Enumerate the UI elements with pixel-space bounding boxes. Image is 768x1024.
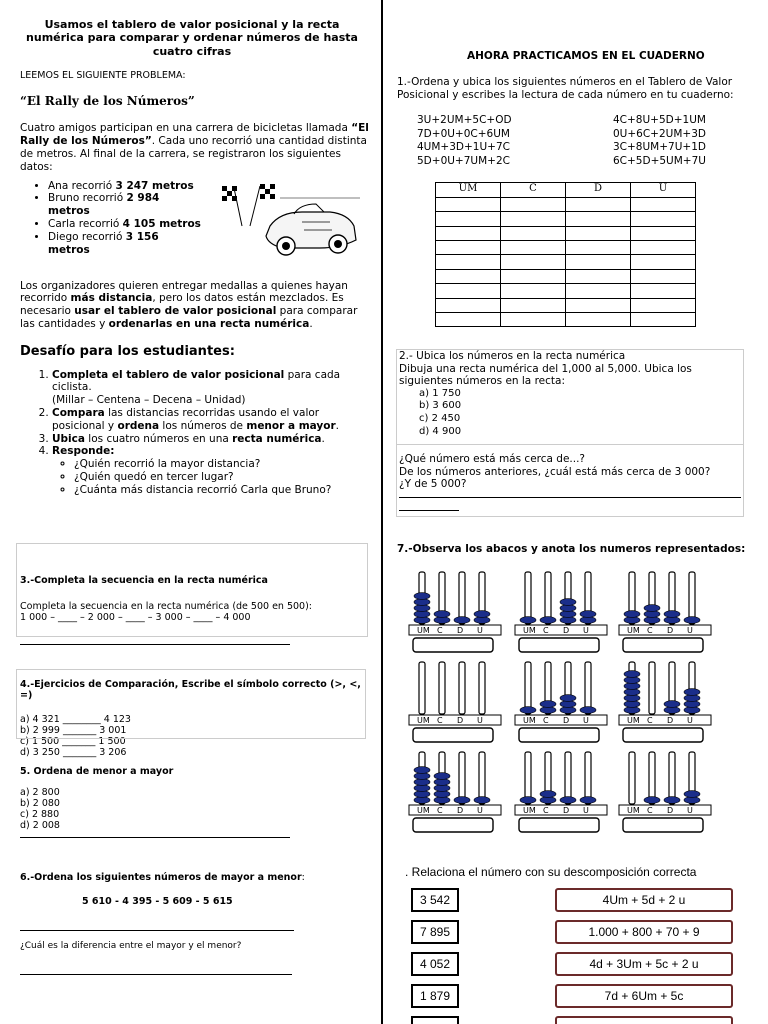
number-box[interactable]: 4 052 — [411, 952, 459, 976]
abacus-bead — [624, 671, 640, 678]
abacus-bead — [664, 701, 680, 708]
abacus-bead — [540, 701, 556, 708]
abacus-bead — [644, 797, 660, 804]
table-cell[interactable] — [436, 284, 501, 298]
exercise-6-title: 6.-Ordena los siguientes números de mayor a menor: — [20, 872, 305, 884]
abacus — [515, 752, 607, 832]
list-item: a) 1 750 — [419, 387, 461, 399]
abacus-label: U — [583, 626, 589, 635]
abacus-rod — [479, 752, 485, 804]
table-header: UM — [436, 183, 501, 197]
abacus-label: U — [687, 806, 693, 815]
table-cell[interactable] — [436, 212, 501, 226]
abacus-answer-box[interactable] — [519, 728, 599, 742]
abacus-bead — [540, 617, 556, 624]
list-item: • Bruno recorrió 2 984 metros — [48, 192, 204, 218]
abacus-rod — [459, 752, 465, 804]
list-item: a) 2 800 — [20, 787, 60, 799]
abacus-rod — [479, 662, 485, 714]
abacus-rod — [585, 662, 591, 714]
table-cell[interactable] — [501, 298, 566, 312]
left-top-panel — [14, 18, 370, 497]
abacus-label: C — [437, 716, 443, 725]
exercise-4-box — [16, 669, 366, 739]
table-cell[interactable] — [631, 255, 696, 269]
abacus-bead — [560, 797, 576, 804]
table-cell[interactable] — [631, 240, 696, 254]
table-cell[interactable] — [631, 284, 696, 298]
abacus-bead — [664, 797, 680, 804]
abacus-label: C — [543, 716, 549, 725]
table-cell[interactable] — [566, 312, 631, 326]
abacus-bead — [684, 791, 700, 798]
abacus — [619, 662, 711, 742]
list-item: 3C+8UM+7U+1D — [613, 141, 706, 154]
list-item: 3. Ubica los cuatro números en una recta numérica. — [52, 433, 370, 446]
list-item: ◦ ¿Cuánta más distancia recorrió Carla que Bruno? — [74, 484, 370, 497]
table-cell[interactable] — [501, 212, 566, 226]
abacus-answer-box[interactable] — [519, 638, 599, 652]
practice-title: AHORA PRACTICAMOS EN EL CUADERNO — [467, 50, 705, 62]
table-cell[interactable] — [566, 255, 631, 269]
abacus-label: U — [477, 626, 483, 635]
list-item: 0U+6C+2UM+3D — [613, 127, 706, 140]
abacus-label: U — [477, 716, 483, 725]
racers-list — [14, 180, 204, 257]
abacus-label: D — [667, 806, 674, 815]
number-box[interactable]: 1 879 — [411, 984, 459, 1008]
table-cell[interactable] — [566, 240, 631, 254]
exercise-6-numbers: 5 610 - 4 395 - 5 609 - 5 615 — [82, 896, 233, 908]
table-cell[interactable] — [566, 226, 631, 240]
list-item: c) 2 450 — [419, 412, 461, 424]
list-item: 5D+0U+7UM+2C — [417, 154, 510, 167]
abacus-answer-box[interactable] — [623, 728, 703, 742]
number-box[interactable]: 7 895 — [411, 920, 459, 944]
abacus-bead — [520, 617, 536, 624]
abacus-label: D — [457, 806, 464, 815]
abacus-label: D — [457, 626, 464, 635]
abacus-rod — [649, 752, 655, 804]
abacus-answer-box[interactable] — [413, 818, 493, 832]
left-bottom-panel — [20, 575, 368, 975]
abacus-label: C — [647, 716, 653, 725]
table-header: D — [566, 183, 631, 197]
abacus-label: D — [563, 806, 570, 815]
organizers-paragraph: Los organizadores quieren entregar medallas a quienes hayan recorrido más distancia, pero los datos están mezclados. Es necesario usar el tablero de valor posicional para comparar las cantidades y ordenarlas en una recta numérica. — [20, 279, 358, 330]
abacus-bead — [664, 611, 680, 618]
challenge-steps — [14, 369, 370, 497]
list-item: c) 1 500 _______ 1 500 — [20, 735, 126, 747]
abacus-label: UM — [523, 806, 536, 815]
abacus-bead — [414, 593, 430, 600]
list-item: 1. Completa el tablero de valor posicional para cada ciclista. (Millar – Centena – Decena – Unidad) — [52, 369, 370, 407]
table-cell[interactable] — [566, 212, 631, 226]
abacus-bead — [520, 707, 536, 714]
abacus-label: U — [583, 806, 589, 815]
abacus — [619, 752, 711, 832]
number-columns — [397, 114, 747, 174]
abacus-label: C — [647, 626, 653, 635]
question: ¿Y de 5 000? — [399, 478, 467, 491]
abacus-label: UM — [523, 626, 536, 635]
list-item: 7D+0U+0C+6UM — [417, 127, 510, 140]
abacus-label: C — [543, 806, 549, 815]
abacus-bead — [684, 689, 700, 696]
exercise-3-title: 3.-Completa la secuencia en la recta numérica — [20, 575, 268, 586]
abacus — [619, 572, 711, 652]
list-item: 4C+8U+5D+1UM — [613, 114, 706, 127]
questions-list — [52, 458, 370, 496]
exercise-3-sequence: 1 000 – ____ – 2 000 – ____ – 3 000 – ____ – 4 000 — [20, 612, 251, 624]
table-cell[interactable] — [501, 240, 566, 254]
abacus-bead — [454, 797, 470, 804]
abacus-rod — [525, 572, 531, 624]
exercise-2-title: 2.- Ubica los números en la recta numérica — [399, 350, 626, 362]
place-value-table — [435, 182, 696, 327]
table-cell[interactable] — [436, 226, 501, 240]
table-cell[interactable] — [501, 312, 566, 326]
answer-line[interactable] — [399, 510, 459, 511]
answer-line[interactable] — [20, 837, 290, 838]
relate-title: . Relaciona el número con su descomposición correcta — [405, 865, 697, 879]
abacus-rod — [669, 752, 675, 804]
decomposition-box[interactable]: 7d + 6Um + 5c — [555, 984, 733, 1008]
abacus-rod — [565, 752, 571, 804]
list-item: 4UM+3D+1U+7C — [417, 141, 510, 154]
table-cell[interactable] — [631, 298, 696, 312]
list-item: 2. Compara las distancias recorridas usando el valor posicional y ordena los números de menor a mayor. — [52, 407, 370, 433]
abacus-rod — [545, 572, 551, 624]
list-item: 6C+5D+5UM+7U — [613, 154, 706, 167]
answer-line[interactable] — [20, 930, 294, 931]
exercise-5-title: 5. Ordena de menor a mayor — [20, 765, 174, 777]
abacus-bead — [414, 767, 430, 774]
exercise-7-title: 7.-Observa los abacos y anota los numeros representados: — [397, 543, 746, 555]
abacus — [515, 662, 607, 742]
abacus-label: C — [647, 806, 653, 815]
abacus-label: C — [437, 806, 443, 815]
right-bottom-panel — [397, 542, 747, 1024]
number-box[interactable] — [411, 1016, 459, 1024]
abacus-bead — [434, 773, 450, 780]
answer-line[interactable] — [20, 644, 290, 645]
abacus-rod — [459, 572, 465, 624]
abacus — [409, 752, 501, 832]
table-cell[interactable] — [566, 197, 631, 211]
table-cell[interactable] — [501, 197, 566, 211]
exercise-1-text: 1.-Ordena y ubica los siguientes números en el Tablero de Valor Posicional y escribes la lectura de cada número en tu cuaderno: — [397, 75, 734, 101]
story-paragraph: Cuatro amigos participan en una carrera de bicicletas llamada “El Rally de los Números”. Cada uno recorrió una cantidad distinta de metros. Al final de la carrera, se registraron los siguientes datos: — [20, 122, 369, 173]
abacus-bead — [560, 599, 576, 606]
abacus-answer-box[interactable] — [623, 818, 703, 832]
abacus-rod — [689, 572, 695, 624]
abacus-label: D — [457, 716, 464, 725]
abacus-bead — [434, 611, 450, 618]
abacus-bead — [624, 611, 640, 618]
table-cell[interactable] — [631, 197, 696, 211]
relate-row — [411, 952, 741, 976]
abacus-rod — [525, 662, 531, 714]
table-cell[interactable] — [566, 284, 631, 298]
decomposition-box[interactable]: 4d + 3Um + 5c + 2 u — [555, 952, 733, 976]
list-item: 3U+2UM+5C+OD — [417, 114, 512, 127]
table-header: U — [631, 183, 696, 197]
relate-row — [411, 984, 741, 1008]
abacus-label: D — [563, 626, 570, 635]
abacus-rod — [459, 662, 465, 714]
decomposition-box[interactable]: 1.000 + 800 + 70 + 9 — [555, 920, 733, 944]
table-cell[interactable] — [436, 255, 501, 269]
decomposition-box[interactable] — [555, 1016, 733, 1024]
exercise-2-box — [396, 349, 744, 517]
table-cell[interactable] — [436, 197, 501, 211]
table-cell[interactable] — [501, 226, 566, 240]
list-item: d) 2 008 — [20, 820, 60, 832]
exercise-4-title: 4.-Ejercicios de Comparación, Escribe el símbolo correcto (>, <, =) — [20, 678, 361, 702]
abacus-label: U — [687, 716, 693, 725]
abacus-bead — [474, 611, 490, 618]
abacus-rod — [585, 752, 591, 804]
abacus-answer-box[interactable] — [413, 638, 493, 652]
vertical-divider — [381, 0, 383, 1024]
relate-row — [411, 920, 741, 944]
table-cell[interactable] — [501, 284, 566, 298]
question: De los números anteriores, ¿cuál está más cerca de 3 000? — [399, 465, 711, 478]
list-item: b) 2 080 — [20, 798, 60, 810]
abacus-bead — [580, 797, 596, 804]
abacus-label: UM — [417, 626, 430, 635]
abacus — [409, 572, 501, 652]
lesson-title: Usamos el tablero de valor posicional y la recta numérica para comparar y ordenar números de hasta cuatro cifras — [26, 18, 358, 58]
abacus-label: D — [563, 716, 570, 725]
abacus-bead — [474, 797, 490, 804]
table-cell[interactable] — [436, 269, 501, 283]
relate-row — [411, 888, 741, 912]
decomposition-box[interactable]: 4Um + 5d + 2 u — [555, 888, 733, 912]
abacus — [409, 662, 501, 742]
abacus-label: U — [583, 716, 589, 725]
challenge-title: Desafío para los estudiantes: — [20, 343, 235, 359]
abacus-rod — [649, 662, 655, 714]
intro-label: LEEMOS EL SIGUIENTE PROBLEMA: — [20, 70, 186, 82]
race-car-illustration — [220, 182, 360, 260]
abacus-bead — [580, 611, 596, 618]
abacus-bead — [520, 797, 536, 804]
abacus-grid — [397, 566, 737, 866]
table-cell[interactable] — [566, 298, 631, 312]
table-cell[interactable] — [631, 212, 696, 226]
list-item: d) 3 250 _______ 3 206 — [20, 746, 127, 758]
story-title: “El Rally de los Números” — [20, 93, 195, 108]
abacus-rod — [419, 662, 425, 714]
answer-line[interactable] — [399, 497, 741, 498]
table-cell[interactable] — [501, 269, 566, 283]
exercise-6-question: ¿Cuál es la diferencia entre el mayor y el menor? — [20, 940, 242, 951]
table-cell[interactable] — [436, 312, 501, 326]
abacus-answer-box[interactable] — [519, 818, 599, 832]
abacus-rod — [439, 662, 445, 714]
question: ¿Qué número está más cerca de...? — [399, 453, 586, 466]
abacus-rod — [629, 752, 635, 804]
abacus-label: UM — [627, 806, 640, 815]
abacus-answer-box[interactable] — [413, 728, 493, 742]
abacus-bead — [560, 695, 576, 702]
list-item: c) 2 880 — [20, 809, 60, 821]
abacus-label: D — [667, 716, 674, 725]
table-header: C — [501, 183, 566, 197]
abacus-rod — [525, 752, 531, 804]
abacus-label: C — [437, 626, 443, 635]
list-item: ◦ ¿Quién quedó en tercer lugar? — [74, 471, 370, 484]
relate-row-partial — [411, 1016, 741, 1024]
abacus-label: UM — [627, 716, 640, 725]
abacus-bead — [684, 617, 700, 624]
abacus-label: D — [667, 626, 674, 635]
relate-list — [411, 888, 741, 1024]
table-cell[interactable] — [566, 269, 631, 283]
abacus-bead — [454, 617, 470, 624]
abacus-label: UM — [523, 716, 536, 725]
table-cell[interactable] — [436, 240, 501, 254]
table-cell[interactable] — [631, 226, 696, 240]
abacus-bead — [540, 791, 556, 798]
abacus — [515, 572, 607, 652]
list-item: d) 4 900 — [419, 425, 462, 437]
list-item: b) 2 999 _______ 3 001 — [20, 724, 127, 736]
exercise-2-text: Dibuja una recta numérica del 1,000 al 5,000. Ubica los siguientes números en la recta: — [399, 362, 692, 388]
table-cell[interactable] — [631, 269, 696, 283]
abacus-label: UM — [417, 716, 430, 725]
abacus-label: UM — [627, 626, 640, 635]
list-item: ◦ ¿Quién recorrió la mayor distancia? — [74, 458, 370, 471]
list-item: a) 4 321 ________ 4 123 — [20, 713, 131, 725]
right-top-panel — [397, 50, 747, 327]
abacus-label: C — [543, 626, 549, 635]
abacus-answer-box[interactable] — [623, 638, 703, 652]
abacus-bead — [580, 707, 596, 714]
abacus-label: UM — [417, 806, 430, 815]
list-item: 4. Responde: ◦ ¿Quién recorrió la mayor distancia? ◦ ¿Quién quedó en tercer lugar? ◦ ¿Cuánta más distancia recorrió Carla que Bruno? — [52, 445, 370, 496]
table-cell[interactable] — [631, 312, 696, 326]
list-item: • Carla recorrió 4 105 metros — [48, 218, 204, 231]
abacus-label: U — [687, 626, 693, 635]
abacus-bead — [644, 605, 660, 612]
table-cell[interactable] — [436, 298, 501, 312]
list-item: • Ana recorrió 3 247 metros — [48, 180, 204, 193]
table-cell[interactable] — [501, 255, 566, 269]
number-box[interactable]: 3 542 — [411, 888, 459, 912]
exercise-3-text: Completa la secuencia en la recta numérica (de 500 en 500): — [20, 600, 312, 612]
list-item: • Diego recorrió 3 156 metros — [48, 231, 204, 257]
abacus-label: U — [477, 806, 483, 815]
answer-line[interactable] — [20, 974, 292, 975]
list-item: b) 3 600 — [419, 400, 462, 412]
